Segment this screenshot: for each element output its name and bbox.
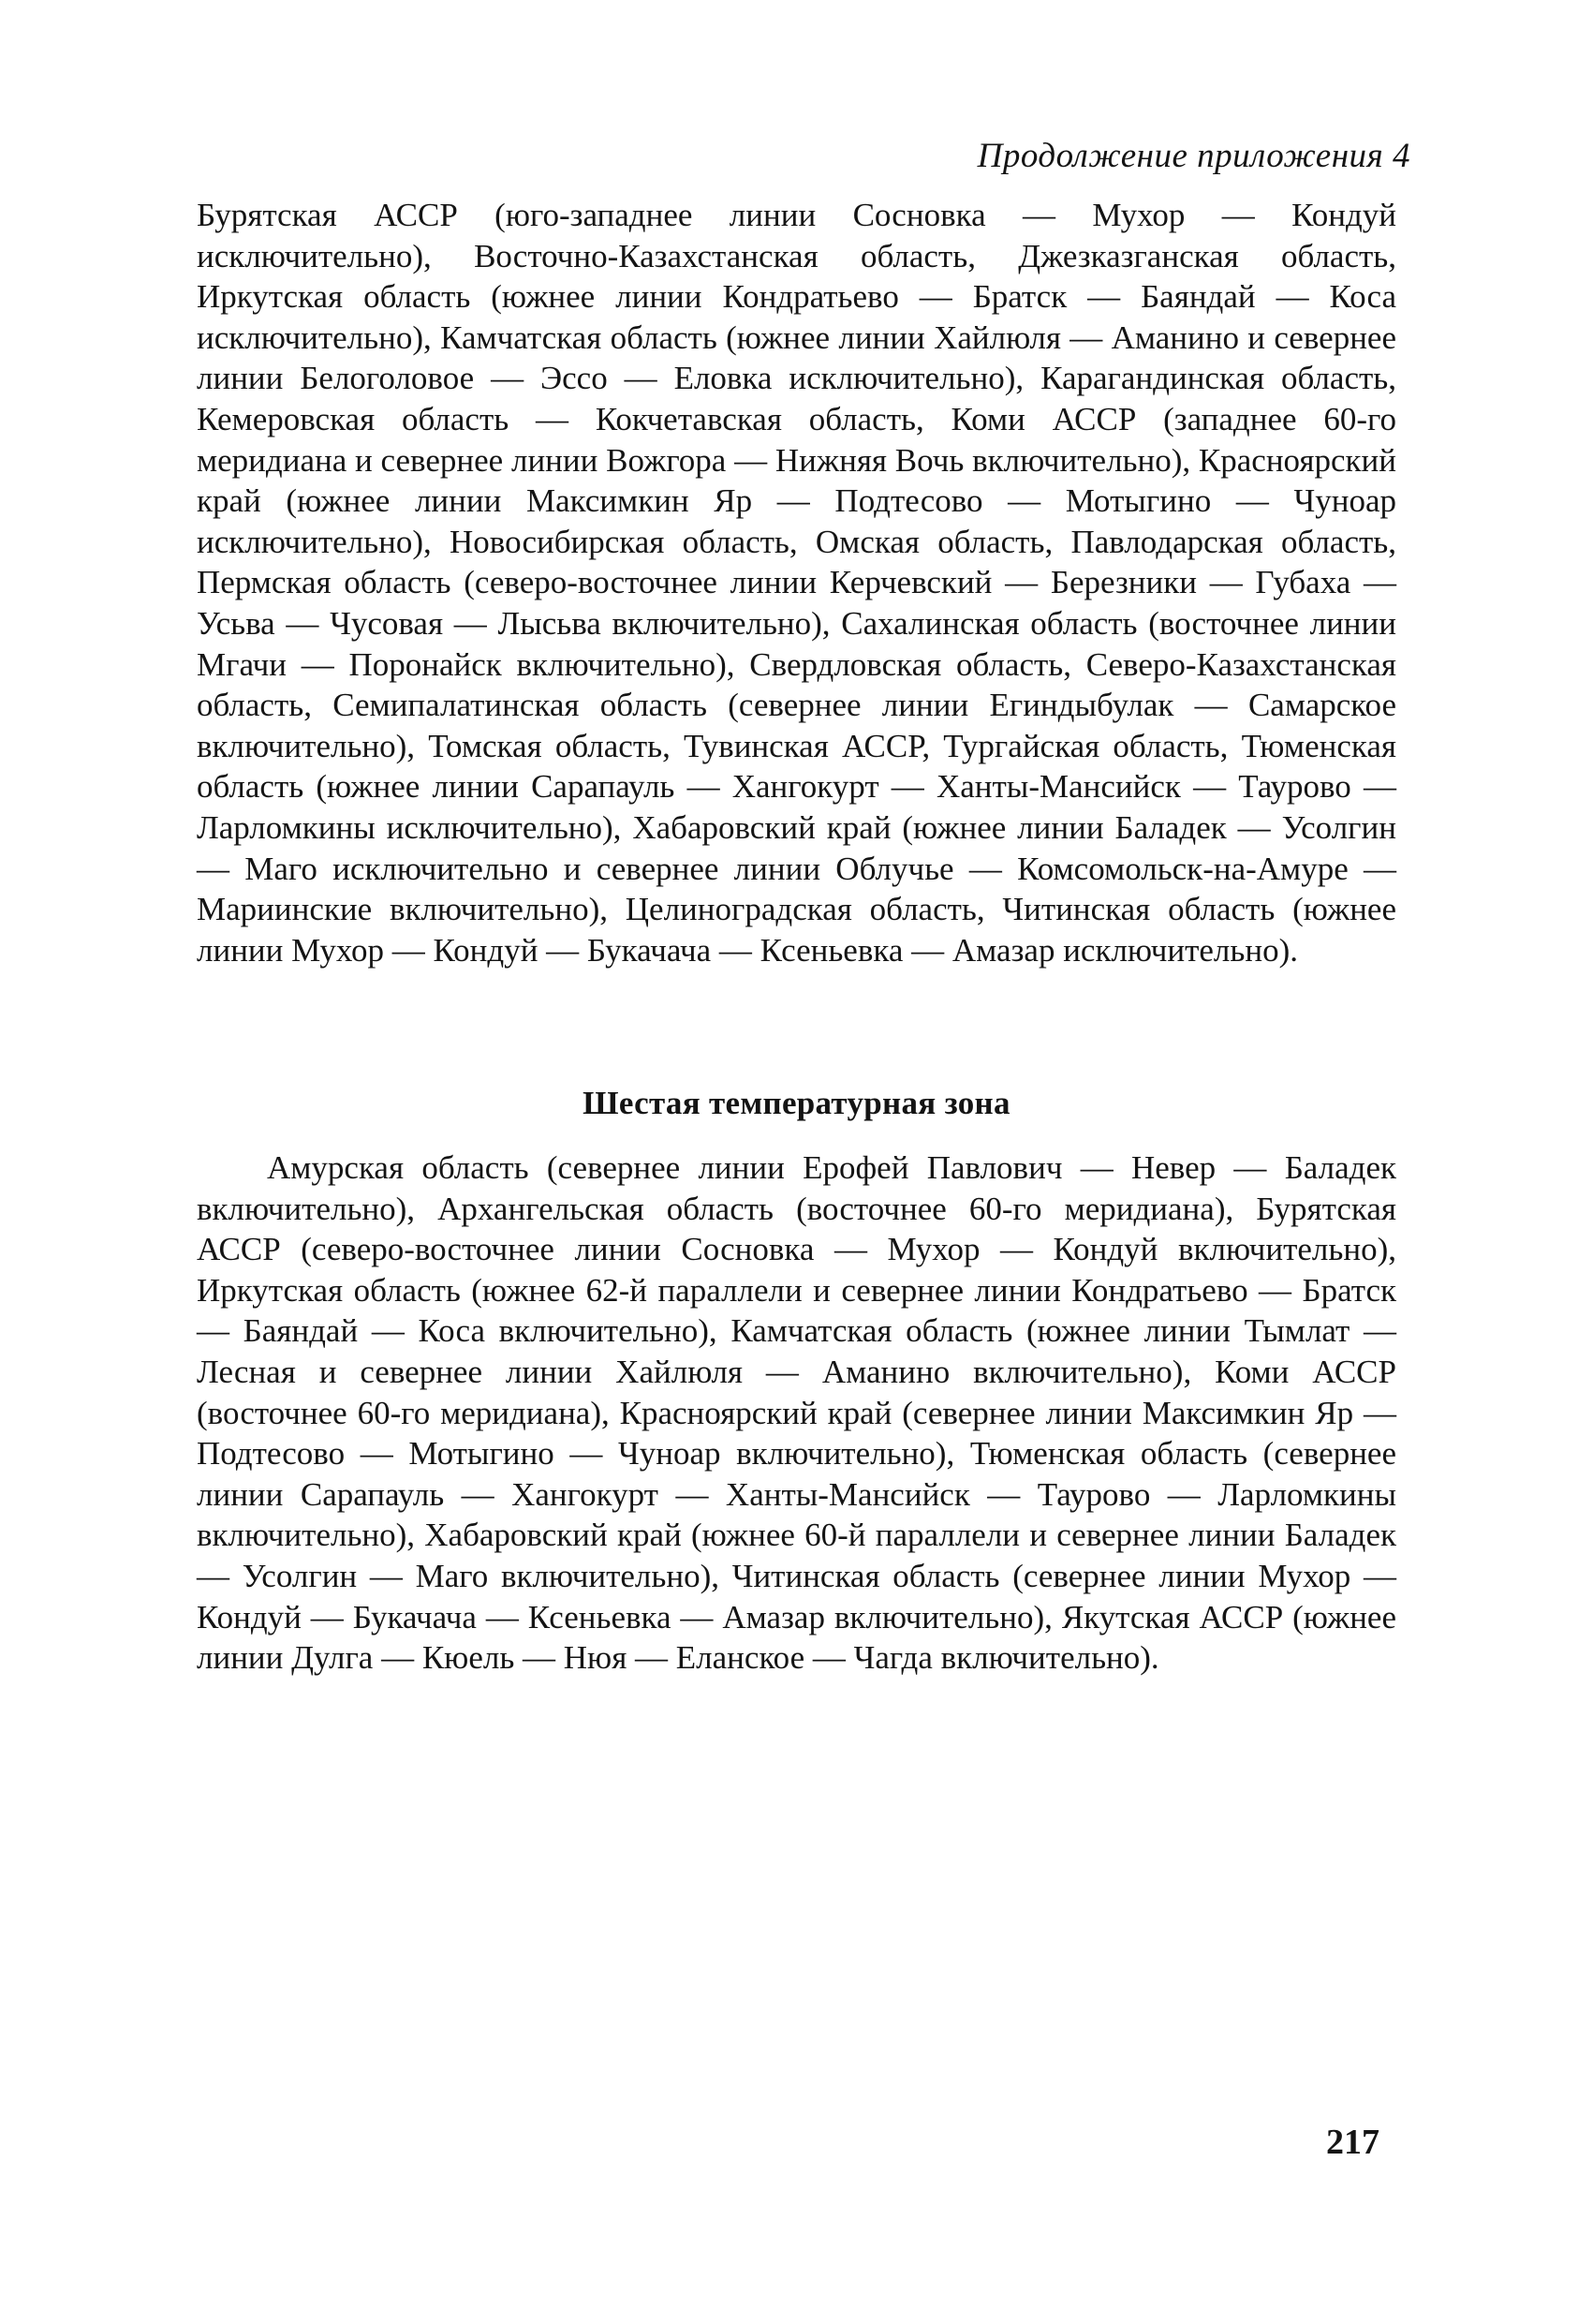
section-heading: Шестая температурная зона (583, 1085, 1010, 1121)
body-paragraph-2: Амурская область (севернее линии Ерофей Павлович — Невер — Баладек включительно), Архангельская область (восточнее 60-го меридиана), Бурятская АССР (северо-восточнее линии Сосновка — Мухор — Кондуй включительно), Иркутская область (южнее 62-й параллели и севернее линии Кондратьево — Братск — Баяндай — Коса включительно), Камчатская область (южнее линии Тымлат — Лесная и севернее линии Хайлюля — Аманино включительно), Коми АССР (восточнее 60-го меридиана), Красноярский край (севернее линии Максимкин Яр — Подтесово — Мотыгино — Чуноар включительно), Тюменская область (севернее линии Сарапауль — Хангокурт — Ханты-Мансийск — Таурово — Ларломкины включительно), Хабаровский край (южнее 60-й параллели и севернее линии Баладек — Усолгин — Маго включительно), Читинская область (севернее линии Мухор — Кондуй — Букачача — Ксеньевка — Амазар включительно), Якутская АССР (южнее линии Дулга — Кюель — Нюя — Еланское — Чагда включительно). (197, 1149, 1396, 1677)
running-header: Продолжение приложения 4 (977, 137, 1410, 175)
body-paragraph-1: Бурятская АССР (юго-западнее линии Сосновка — Мухор — Кондуй исключительно), Восточно-Казахстанская область, Джезказганская область, Иркутская область (южнее линии Кондратьево — Братск — Баяндай — Коса исключительно), Камчатская область (южнее линии Хайлюля — Аманино и севернее линии Белоголовое — Эссо — Еловка исключительно), Карагандинская область, Кемеровская область — Кокчетавская область, Коми АССР (западнее 60-го меридиана и севернее линии Вожгора — Нижняя Вочь включительно), Красноярский край (южнее линии Максимкин Яр — Подтесово — Мотыгино — Чуноар исключительно), Новосибирская область, Омская область, Павлодарская область, Пермская область (северо-восточнее линии Керчевский — Березники — Губаха — Усьва — Чусовая — Лысьва включительно), Сахалинская область (восточнее линии Мгачи — Поронайск включительно), Свердловская область, Северо-Казахстанская область, Семипалатинская область (севернее линии Егиндыбулак — Самарское включительно), Томская область, Тувинская АССР, Тургайская область, Тюменская область (южнее линии Сарапауль — Хангокурт — Ханты-Мансийск — Таурово — Ларломкины исключительно), Хабаровский край (южнее линии Баладек — Усолгин — Маго исключительно и севернее линии Облучье — Комсомольск-на-Амуре — Мариинские включительно), Целиноградская область, Читинская область (южнее линии Мухор — Кондуй — Букачача — Ксеньевка — Амазар исключительно). (197, 197, 1396, 969)
page-number: 217 (1326, 2123, 1379, 2162)
